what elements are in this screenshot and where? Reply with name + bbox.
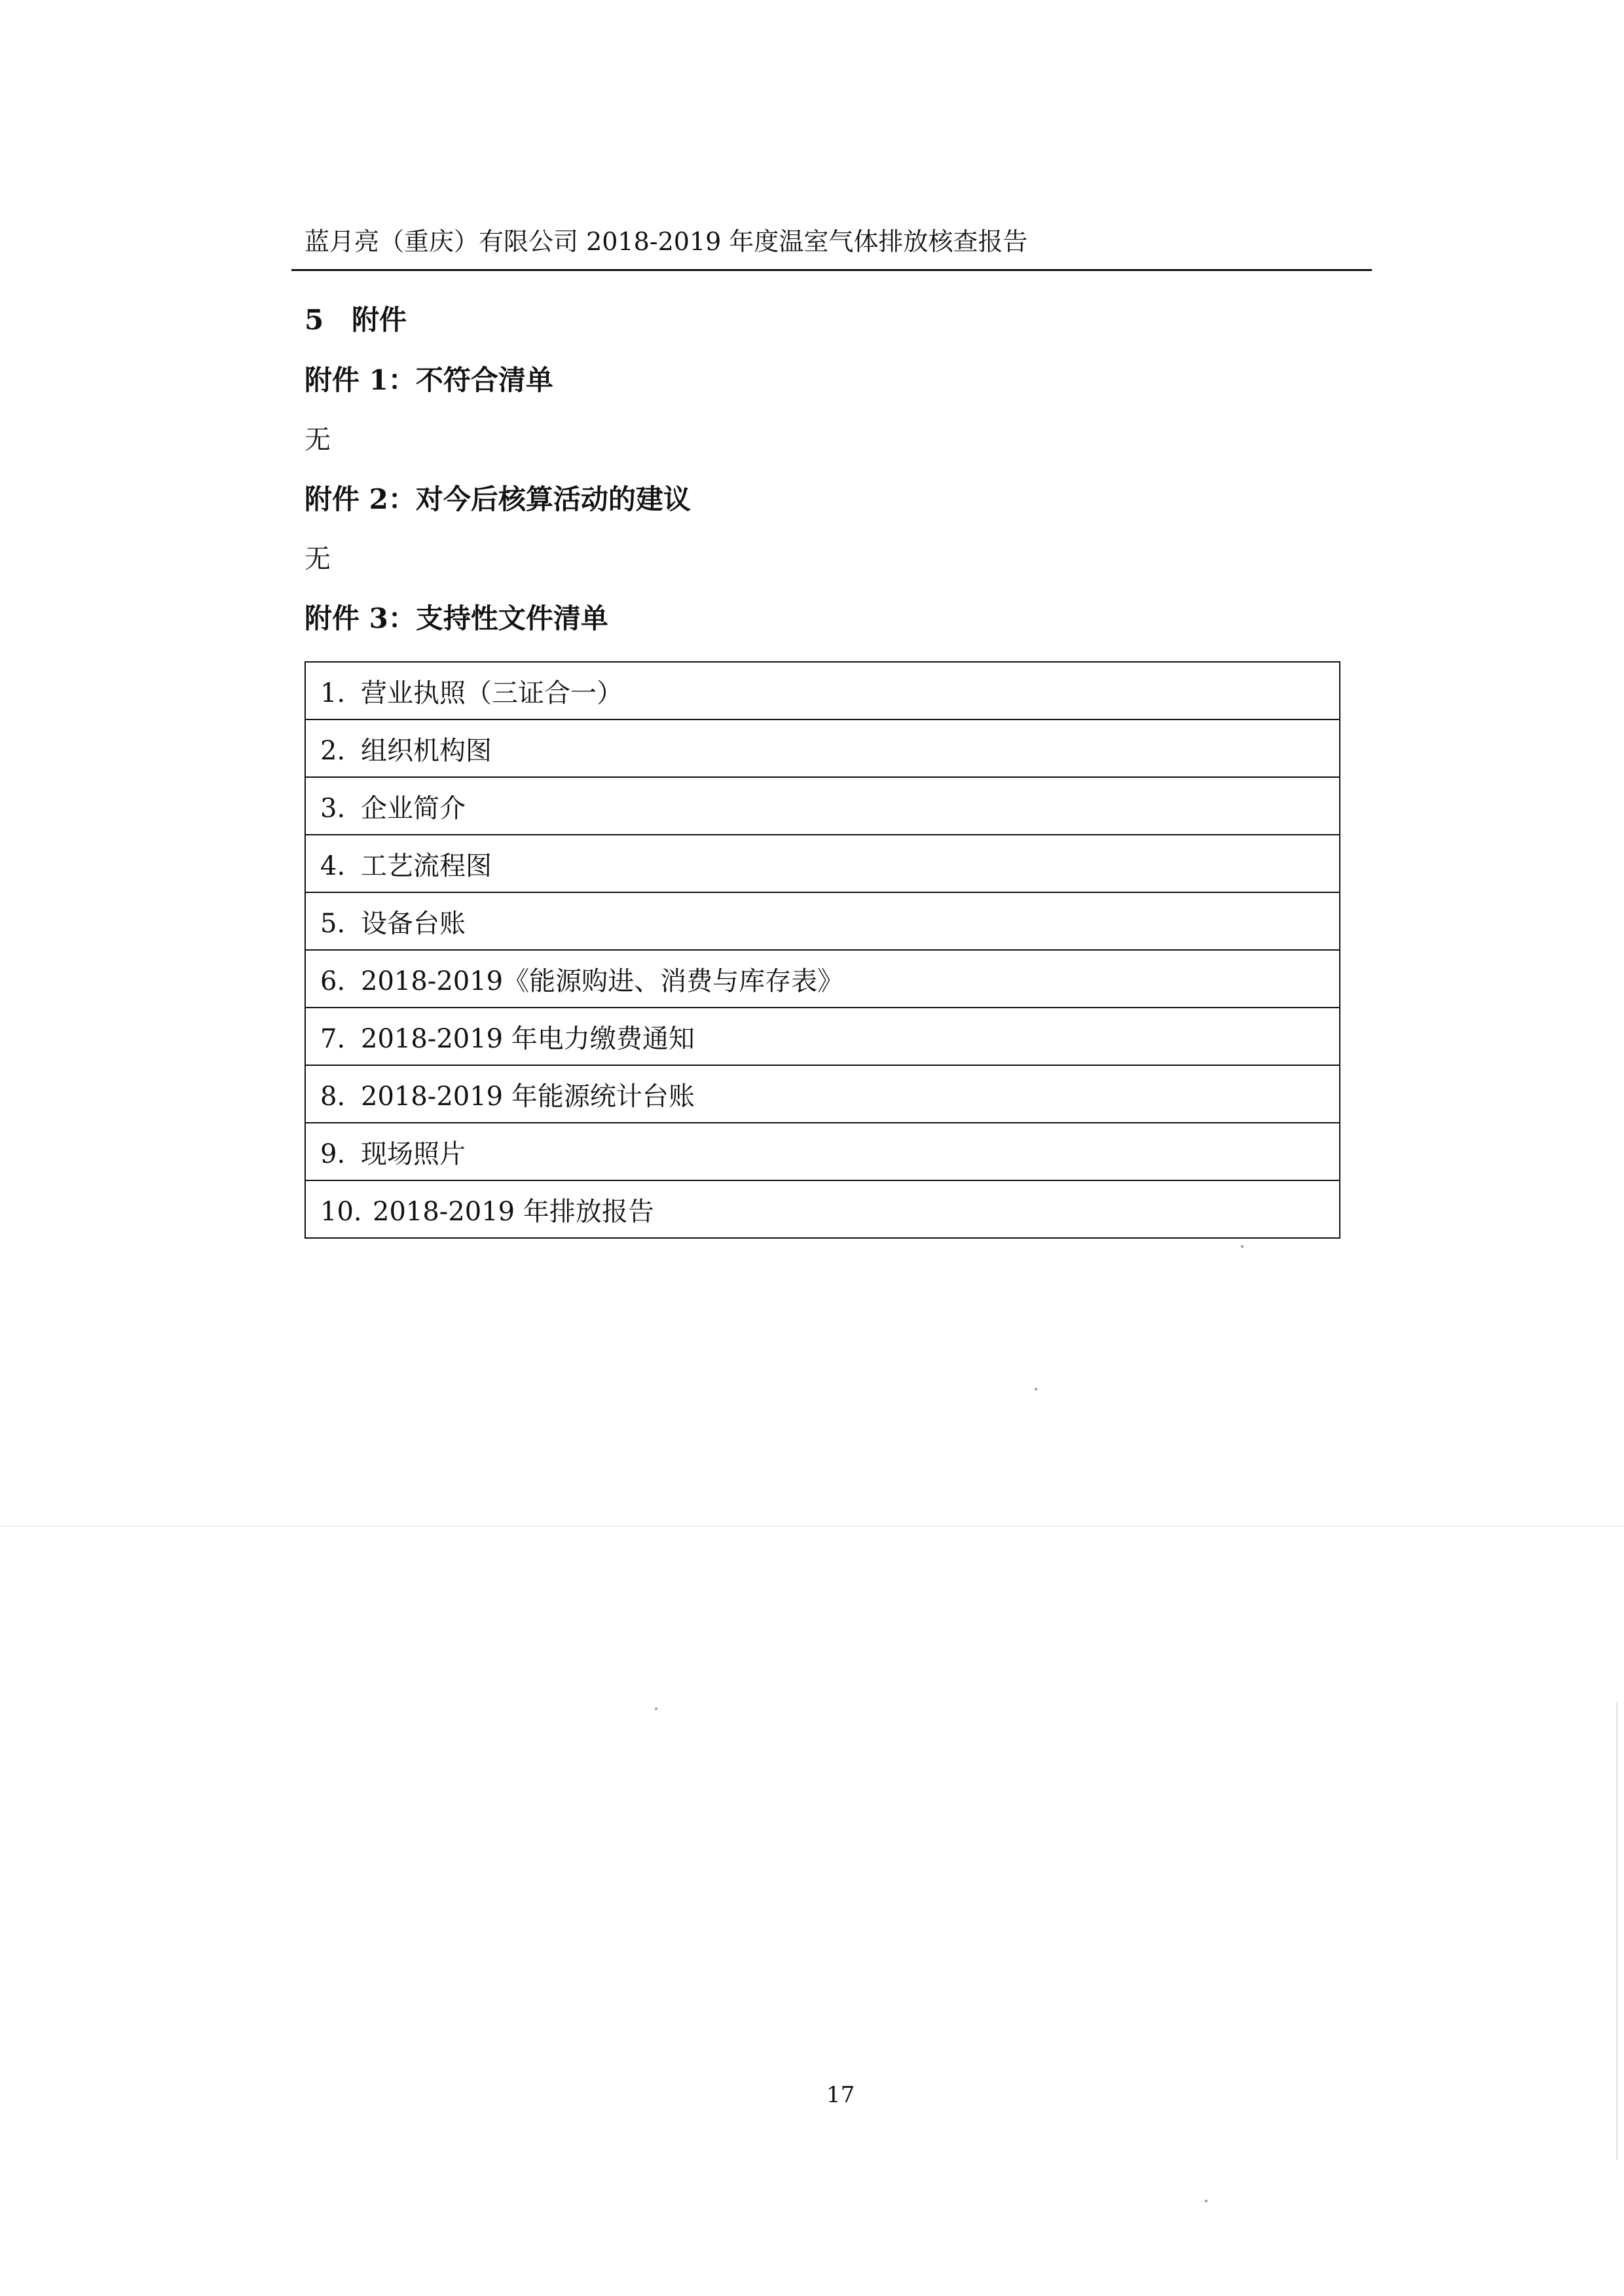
- table-cell: [305, 1008, 1340, 1065]
- item-number: 2.: [320, 735, 346, 766]
- item-number: 9.: [320, 1139, 346, 1169]
- section-number: 5: [304, 304, 324, 336]
- annex-1-content: 无: [304, 425, 331, 455]
- table-cell: [305, 662, 1340, 720]
- scan-speck: [1035, 1388, 1037, 1391]
- table-row: [305, 1065, 1340, 1123]
- scan-speck: [1205, 2200, 1208, 2202]
- table-row: [305, 1180, 1340, 1238]
- table-cell: [305, 1065, 1340, 1123]
- item-number: 7.: [320, 1023, 346, 1054]
- item-text: 营业执照（三证合一）: [361, 678, 623, 708]
- running-header: 蓝月亮（重庆）有限公司 2018-2019 年度温室气体排放核查报告: [304, 227, 1028, 256]
- item-number: 6.: [320, 966, 346, 996]
- item-number: 4.: [320, 850, 346, 881]
- table-cell: [305, 835, 1340, 892]
- item-text: 2018-2019《能源购进、消费与库存表》: [361, 966, 844, 996]
- table-cell: [305, 892, 1340, 950]
- section-title: 附件: [352, 304, 407, 336]
- table-cell: [305, 1180, 1340, 1238]
- page-number: 17: [826, 2082, 855, 2108]
- table-row: [305, 720, 1340, 777]
- scan-edge-shadow: [1616, 1702, 1618, 2160]
- item-number: 1.: [320, 678, 346, 708]
- scan-speck: [1241, 1245, 1244, 1248]
- table-row: [305, 777, 1340, 835]
- annex-1-heading: 附件 1：不符合清单: [304, 364, 553, 396]
- annex-2-content: 无: [304, 544, 331, 574]
- table-row: [305, 1008, 1340, 1065]
- item-text: 2018-2019 年排放报告: [373, 1196, 654, 1227]
- item-text: 现场照片: [361, 1139, 466, 1169]
- table-cell: [305, 777, 1340, 835]
- scan-speck: [655, 1707, 657, 1710]
- table-row: [305, 950, 1340, 1008]
- scan-fold-line: [0, 1525, 1624, 1527]
- table-row: [305, 892, 1340, 950]
- table-cell: [305, 720, 1340, 777]
- table-cell: [305, 950, 1340, 1008]
- annex-3-heading: 附件 3：支持性文件清单: [304, 602, 608, 634]
- header-rule: [291, 269, 1372, 271]
- item-number: 3.: [320, 793, 346, 824]
- item-text: 工艺流程图: [361, 850, 492, 881]
- item-number: 8.: [320, 1081, 346, 1112]
- section-heading: [304, 306, 407, 334]
- table-row: [305, 662, 1340, 720]
- item-text: 设备台账: [361, 908, 466, 939]
- table-row: [305, 1123, 1340, 1180]
- item-text: 组织机构图: [361, 735, 492, 766]
- table-cell: [305, 1123, 1340, 1180]
- item-text: 2018-2019 年能源统计台账: [361, 1081, 695, 1112]
- item-number: 10.: [320, 1196, 362, 1227]
- item-number: 5.: [320, 908, 346, 939]
- item-text: 2018-2019 年电力缴费通知: [361, 1023, 695, 1054]
- support-files-table: [304, 661, 1340, 1239]
- table-row: [305, 835, 1340, 892]
- item-text: 企业简介: [361, 793, 466, 824]
- annex-2-heading: 附件 2：对今后核算活动的建议: [304, 483, 691, 515]
